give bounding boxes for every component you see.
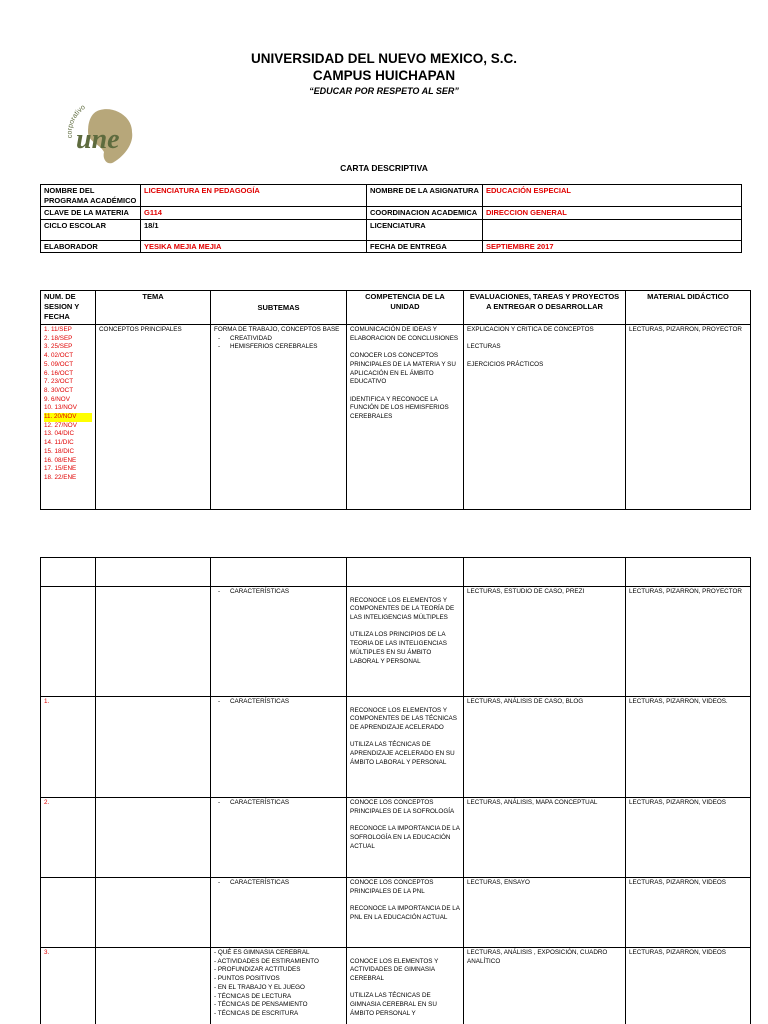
material-cell: LECTURAS, PIZARRON, VIDEOS. [626,697,751,798]
material-cell: LECTURAS, PIZARRON, VIDEOS [626,948,751,1024]
session-num: 2. [41,798,96,878]
subtema-item: - ACTIVIDADES DE ESTIRAMIENTO [214,957,319,965]
tema-cell [96,878,211,948]
subtema-item: - HEMISFERIOS CEREBRALES [214,343,343,352]
planning-row [41,798,751,878]
competencia-text: RECONOCE LA IMPORTANCIA DE LA SOFROLOGÍA EN LA EDUCACIÓN ACTUAL [350,825,460,850]
evaluaciones-cell: LECTURAS, ANÁLISIS DE CASO, BLOG [464,697,626,798]
col-header-num: NUM. DE SESION Y FECHA [41,291,96,325]
competencia-text: CONOCE LOS CONCEPTOS PRINCIPALES DE LA SOFROLOGÍA [350,799,455,815]
info-label: ELABORADOR [41,240,141,253]
competencia-cell [347,798,464,878]
subtema-intro: FORMA DE TRABAJO, CONCEPTOS BASE [214,326,340,333]
tema-cell [96,948,211,1024]
session-date: 3. 25/SEP [44,343,73,351]
evaluacion-text: LECTURAS [467,343,501,351]
info-label: NOMBRE DEL PROGRAMA ACADÉMICO [41,185,141,207]
evaluaciones-cell: LECTURAS, ANÁLISIS, MAPA CONCEPTUAL [464,798,626,878]
info-value [483,219,742,240]
subtema-item: - CARACTERÍSTICAS [214,799,343,808]
competencia-text: UTILIZA LAS TÉCNICAS DE APRENDIZAJE ACELERADO EN SU ÁMBITO LABORAL Y PERSONAL [350,741,455,766]
subtemas-cell [211,878,347,948]
info-label: CLAVE DE LA MATERIA [41,207,141,220]
motto: “EDUCAR POR RESPETO AL SER” [309,86,459,96]
subtema-item: - QUÉ ES GIMNASIA CEREBRAL [214,949,310,956]
session-date: 9. 6/NOV [44,395,70,403]
session-date: 4. 02/OCT [44,352,74,360]
competencia-text: UTILIZA LAS TÉCNICAS DE GIMNASIA CEREBRAL EN SU ÁMBITO PERSONAL Y [350,992,437,1017]
info-value: 18/1 [141,219,367,240]
competencia-text: CONOCE LOS ELEMENTOS Y ACTIVIDADES DE GIMNASIA CEREBRAL [350,957,439,983]
competencia-text: RECONOCE LOS ELEMENTOS Y COMPONENTES DE LAS TÉCNICAS DE APRENDIZAJE ACELERADO [350,706,457,732]
competencia-cell [347,697,464,798]
tema-cell: CONCEPTOS PRINCIPALES [96,325,211,510]
logo-arc-text: corporativo [66,103,87,139]
session-date: 5. 09/OCT [44,360,74,368]
subtemas-cell [211,798,347,878]
sessions-list [41,325,96,510]
info-label: COORDINACION ACADEMICA [367,207,483,220]
competencia-text: CONOCE LOS CONCEPTOS PRINCIPALES DE LA PNL [350,879,434,895]
session-date: 16. 08/ENE [44,456,77,464]
competencia-cell [347,325,464,510]
session-date: 6. 16/OCT [44,369,74,377]
session-date: 10. 13/NOV [44,404,77,412]
evaluaciones-cell: LECTURAS, ENSAYO [464,878,626,948]
info-label: NOMBRE DE LA ASIGNATURA [367,185,483,207]
info-row [41,240,742,253]
planning-row [41,697,751,798]
subtema-item: - EN EL TRABAJO Y EL JUEGO [214,983,305,991]
info-value: EDUCACIÓN ESPECIAL [483,185,742,207]
planning-table-continued [40,557,751,1024]
une-logo [66,98,144,170]
material-cell: LECTURAS, PIZARRON, PROYECTOR [626,587,751,697]
competencia-cell [347,587,464,697]
col-header-tema: TEMA [96,291,211,325]
competencia-text: IDENTIFICA Y RECONOCE LA FUNCIÓN DE LOS HEMISFERIOS CEREBRALES [350,395,449,420]
campus-name: CAMPUS HUICHAPAN [312,68,456,83]
session-date: 15. 18/DIC [44,447,75,455]
evaluaciones-cell: LECTURAS, ANÁLISIS , EXPOSICIÓN, CUADRO ANALÍTICO [464,948,626,1024]
evaluacion-text: EXPLICACION Y CRITICA DE CONCEPTOS [467,326,594,333]
info-value: SEPTIEMBRE 2017 [483,240,742,253]
material-cell: LECTURAS, PIZARRON, VIDEOS [626,878,751,948]
info-value: G114 [141,207,367,220]
competencia-cell [347,878,464,948]
session-date: 2. 18/SEP [44,334,73,342]
col-header-subtemas: SUBTEMAS [211,291,347,325]
session-num [41,878,96,948]
planning-row [41,878,751,948]
session-date: 14. 11/DIC [44,439,74,447]
col-header-material: MATERIAL DIDÁCTICO [626,291,751,325]
info-row [41,207,742,220]
info-value: DIRECCION GENERAL [483,207,742,220]
session-date-highlighted: 11. 20/NOV [44,413,92,422]
subtema-list [214,335,343,352]
material-cell: LECTURAS, PIZARRON, PROYECTOR [626,325,751,510]
subtema-item: - TÉCNICAS DE LECTURA [214,992,292,1000]
col-header-evaluaciones: EVALUACIONES, TAREAS Y PROYECTOS A ENTREGAR O DESARROLLAR [464,291,626,325]
subtema-item: - PUNTOS POSITIVOS [214,975,280,983]
col-header-competencia: COMPETENCIA DE LA UNIDAD [347,291,464,325]
info-label: CICLO ESCOLAR [41,219,141,240]
session-date: 18. 22/ENE [44,473,77,481]
evaluaciones-cell: LECTURAS, ESTUDIO DE CASO, PREZI [464,587,626,697]
subtema-item: - CARACTERÍSTICAS [214,879,343,888]
university-name: UNIVERSIDAD DEL NUEVO MEXICO, S.C. [250,51,518,66]
evaluacion-text: EJERCICIOS PRÁCTICOS [467,360,544,368]
subtema-item: - CARACTERÍSTICAS [214,588,343,597]
session-date: 7. 23/OCT [44,378,74,386]
tema-cell [96,697,211,798]
planning-row [41,587,751,697]
competencia-text: COMUNICACIÓN DE IDEAS Y ELABORACION DE CONCLUSIONES [350,326,459,342]
info-table [40,184,742,253]
logo-text: une [76,124,120,155]
session-num: 3. [41,948,96,1024]
subtemas-cell [211,948,347,1024]
info-label: FECHA DE ENTREGA [367,240,483,253]
session-num [41,587,96,697]
subtema-item: - TÉCNICAS DE PENSAMIENTO [214,1001,308,1009]
session-date: 8. 30/OCT [44,386,74,394]
session-date: 17. 15/ENE [44,465,77,473]
session-date: 1. 11/SEP [44,326,72,333]
subtema-item: - PROFUNDIZAR ACTITUDES [214,966,301,974]
tema-cell [96,587,211,697]
competencia-text: RECONOCE LOS ELEMENTOS Y COMPONENTES DE LA TEORÍA DE LAS INTELIGENCIAS MÚLTIPLES [350,596,455,622]
evaluaciones-cell [464,325,626,510]
planning-row [41,325,751,510]
competencia-text: UTILIZA LOS PRINCIPIOS DE LA TEORIA DE LAS INTELIGENCIAS MÚLTIPLES EN SU ÁMBITO LABORAL Y PERSONAL [350,631,447,665]
document-title: CARTA DESCRIPTIVA [340,163,428,173]
tema-cell [96,798,211,878]
empty-row [41,558,751,587]
planning-header-row [41,291,751,325]
subtema-item: - CARACTERÍSTICAS [214,698,343,707]
document-header [0,50,768,96]
material-cell: LECTURAS, PIZARRON, VIDEOS [626,798,751,878]
session-date: 12. 27/NOV [44,421,77,429]
competencia-text: RECONOCE LA IMPORTANCIA DE LA PNL EN LA EDUCACIÓN ACTUAL [350,905,460,921]
subtemas-cell [211,697,347,798]
info-value: LICENCIATURA EN PEDAGOGÍA [141,185,367,207]
subtemas-cell [211,325,347,510]
info-label: LICENCIATURA [367,219,483,240]
subtema-item: - CREATIVIDAD [214,335,343,344]
info-value: YESIKA MEJIA MEJIA [141,240,367,253]
info-row [41,185,742,207]
planning-row [41,948,751,1024]
subtemas-cell [211,587,347,697]
session-date: 13. 04/DIC [44,430,75,438]
info-row [41,219,742,240]
subtema-item: - TÉCNICAS DE ESCRITURA [214,1009,299,1017]
competencia-cell [347,948,464,1024]
planning-table [40,290,751,510]
competencia-text: CONOCER LOS CONCEPTOS PRINCIPALES DE LA MATERIA Y SU APLICACIÓN EN EL ÁMBITO EDUCATIVO [350,352,456,386]
session-num: 1. [41,697,96,798]
